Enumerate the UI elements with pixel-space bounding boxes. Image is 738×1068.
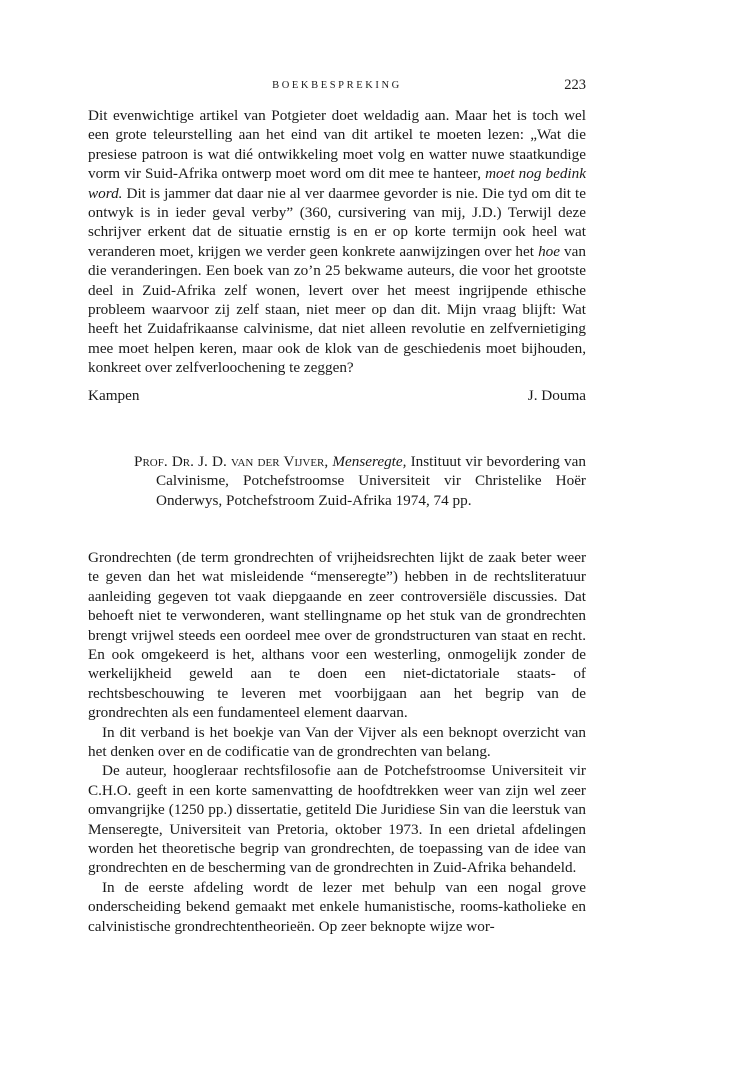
review-conclusion-paragraph: Dit evenwichtige artikel van Potgieter doet weldadig aan. Maar het is toch wel een grote teleurstelling aan het eind van dit artikel te moeten lezen: „Wat die presiese patroon is wat dié ontwikkeling moet volg en watter nuwe staatkundige vorm vir Suid-Afrika ontwerp moet word om dit mee te hanteer, moet nog bedink word. Dit is jammer dat daar nie al ver daarmee gevorder is nie. Die tyd om dit te ontwyk is in ieder geval verby” (360, cursivering van mij, J.D.) Terwijl deze schrijver erkent dat de situatie ernstig is en er op korte termijn ook heel wat veranderen moet, krijgen we verder geen konkrete aanwijzingen over het hoe van die veranderingen. Een boek van zo’n 25 bekwame auteurs, die voor het grootste deel in Zuid-Afrika zelf wonen, levert over het meest ingrijpende ethische probleem waarvoor zij zelf staan, niet meer op dan dit. Mijn vraag blijft: Wat heeft het Zuidafrikaanse calvinisme, dat niet alleen revolutie en zelfvernietiging mee moet helpen keren, maar ook de klok van de geschiedenis moet bijhouden, konkreet over zelfverloochening te zeggen?: [88, 107, 586, 377]
review-place: Kampen: [88, 386, 140, 404]
review-paragraph: In dit verband is het boekje van Van der Vijver als een beknopt overzicht van het denken over en de codificatie van de grondrechten van belang.: [88, 723, 586, 760]
review-paragraph: De auteur, hoogleraar rechtsfilosofie aan de Potchefstroomse Universiteit vir C.H.O. geeft in een korte samenvatting de hoofdtrekken weer van zijn wel zeer omvangrijke (1250 pp.) dissertatie, getiteld Die Juridiese Sin van die leerstuk van Menseregte, Universiteit van Pretoria, oktober 1973. In een drietal afdelingen worden het theoretische begrip van grondrechten, de toepassing van de idee van grondrechten en de bescherming van de grondrechten in Zuid-Afrika behandeld.: [88, 762, 586, 877]
book-author: Prof. Dr. J. D. van der Vijver,: [134, 452, 329, 470]
running-head: [88, 76, 586, 98]
page-number: 223: [564, 77, 586, 93]
book-citation-heading: [134, 452, 586, 510]
emphasis: moet nog bedink word.: [88, 165, 586, 202]
review-author: J. Douma: [527, 386, 586, 404]
book-publication-details: Instituut vir bevordering van Calvinisme, Potchefstroomse Universiteit vir Christelike Hoër Onderwys, Potchefstroom Zuid-Afrika 1974, 74 pp.: [156, 452, 586, 509]
review-paragraph: In de eerste afdeling wordt de lezer met behulp van een nogal grove onderscheiding bekend gemaakt met enkele humanistische, rooms-katholieke en calvinistische grondrechtentheorieën. Op zeer beknopte wijze wor-: [88, 878, 586, 935]
review-signature: [88, 387, 586, 407]
book-title: Menseregte,: [332, 452, 407, 470]
book-page: [88, 76, 586, 936]
emphasis: hoe: [538, 242, 560, 260]
review-paragraph: Grondrechten (de term grondrechten of vrijheidsrechten lijkt de zaak beter weer te geven dan het wat misleidende “menseregte”) hebben in de rechtsliteratuur aanleiding gegeven tot vaak diepgaande en zeer controversiële discussies. Dat behoeft niet te verwonderen, want stellingname op het stuk van de grondrechten brengt vrijwel steeds een oordeel mee over de grondstructuren van staat en recht. En ook omgekeerd is het, althans voor een westerling, onmogelijk zonder de werkelijkheid geweld aan te doen een niet-dictatoriale staats- of rechtsbeschouwing te leveren met voorbijgaan aan het begrip van de grondrechten als een fundamenteel element daarvan.: [88, 548, 586, 722]
running-title: BOEKBESPREKING: [272, 80, 402, 91]
